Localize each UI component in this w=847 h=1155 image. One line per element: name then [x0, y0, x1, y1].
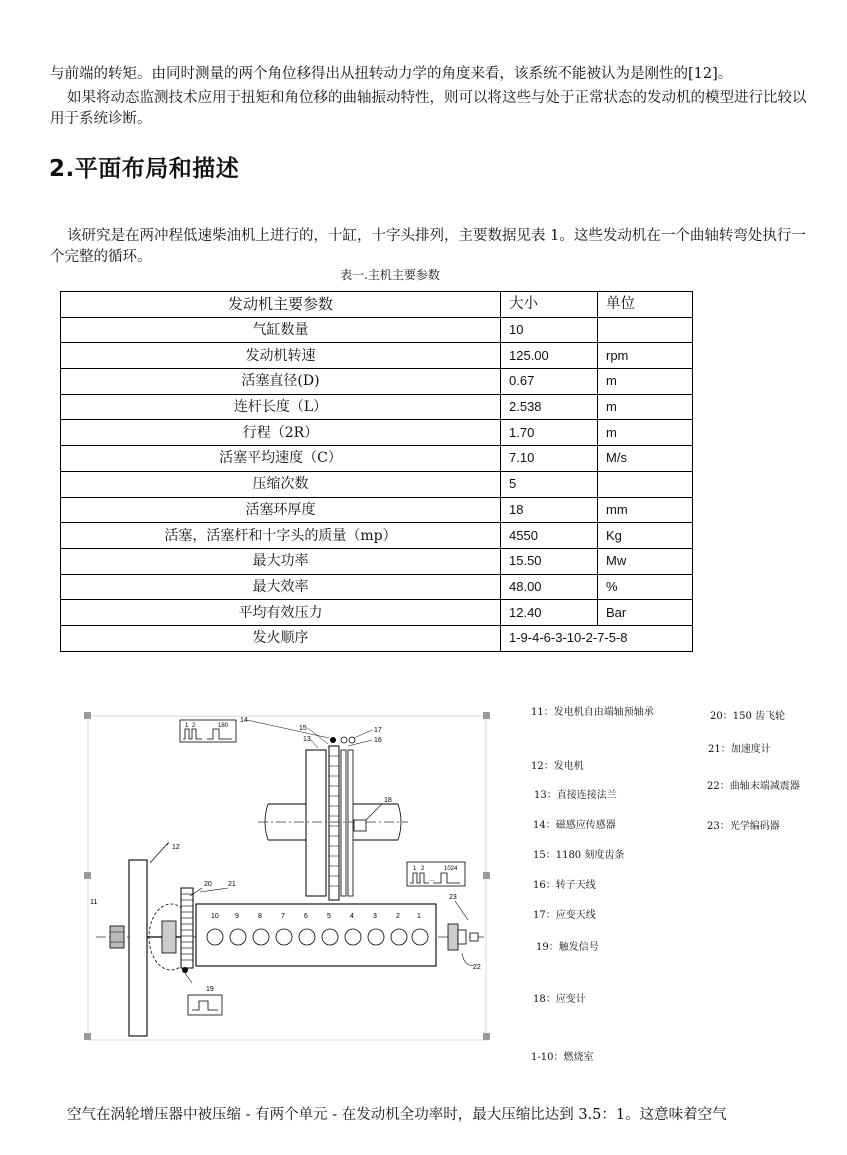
legend-item-18: 18：应变计	[533, 994, 586, 1005]
table-caption: 表一.主机主要参数	[340, 268, 440, 282]
table-row	[61, 446, 693, 472]
param-value: 1.70	[501, 420, 598, 446]
pulse-a1: 1	[185, 723, 189, 729]
label-22: 22	[473, 964, 481, 971]
param-value: 4550	[501, 523, 598, 549]
table-header-row	[61, 292, 693, 318]
flange-13	[306, 746, 353, 900]
pulse-b2: 2	[421, 866, 425, 872]
label-20: 20	[204, 881, 212, 888]
param-value: 15.50	[501, 548, 598, 574]
legend-item-22: 22：曲轴末端减震器	[707, 781, 800, 792]
paragraph-engine-study: 该研究是在两冲程低速柴油机上进行的，十缸，十字头排列，主要数据见表 1。这些发动机在一个曲轴转弯处执行一个完整的循环。	[50, 228, 806, 265]
param-name: 行程（2R）	[61, 420, 501, 446]
label-23: 23	[449, 894, 457, 901]
param-name: 活塞环厚度	[61, 497, 501, 523]
label-cyl-5: 5	[327, 913, 331, 920]
strain-gauge-18	[354, 820, 366, 831]
paragraph-continuation: 与前端的转矩。由同时测量的两个角位移得出从扭转动力学的角度来看，该系统不能被认为是刚性的[12]。	[50, 66, 733, 82]
param-unit	[598, 471, 693, 497]
table-row	[61, 317, 693, 343]
param-unit: m	[598, 394, 693, 420]
legend-item-1-10: 1-10：燃烧室	[531, 1052, 594, 1063]
param-name: 活塞平均速度（C）	[61, 446, 501, 472]
param-name: 活塞直径(D)	[61, 369, 501, 395]
legend-item-16: 16：转子天线	[533, 880, 596, 891]
param-name: 最大功率	[61, 548, 501, 574]
table-row	[61, 497, 693, 523]
label-cyl-10: 10	[211, 913, 219, 920]
table-row	[61, 548, 693, 574]
pulse-b3: 1024	[444, 866, 458, 872]
generator-disc	[129, 860, 147, 1036]
param-name: 发火顺序	[61, 625, 501, 651]
param-value: 48.00	[501, 574, 598, 600]
section-heading: 2.平面布局和描述	[49, 156, 240, 182]
param-name: 压缩次数	[61, 471, 501, 497]
table-row	[61, 394, 693, 420]
param-value: 125.00	[501, 343, 598, 369]
param-unit: Bar	[598, 600, 693, 626]
header-parameter: 发动机主要参数	[61, 292, 501, 318]
label-cyl-8: 8	[258, 913, 262, 920]
label-19: 19	[206, 986, 214, 993]
param-name: 气缸数量	[61, 317, 501, 343]
label-21: 21	[228, 881, 236, 888]
engine-layout-diagram	[82, 708, 512, 1046]
param-unit: Kg	[598, 523, 693, 549]
param-value: 18	[501, 497, 598, 523]
damper-22	[448, 924, 458, 950]
param-unit	[598, 317, 693, 343]
param-name: 活塞，活塞杆和十字头的质量（mp）	[61, 523, 501, 549]
legend-item-19: 19：触发信号	[536, 942, 599, 953]
label-12: 12	[172, 844, 180, 851]
label-cyl-9: 9	[235, 913, 239, 920]
engine-parameters-table	[60, 291, 693, 652]
label-13: 13	[303, 736, 311, 743]
table-row	[61, 625, 693, 651]
legend-item-23: 23：光学编码器	[707, 821, 780, 832]
param-unit: rpm	[598, 343, 693, 369]
table-row	[61, 523, 693, 549]
label-cyl-2: 2	[396, 913, 400, 920]
table-row	[61, 369, 693, 395]
legend-item-17: 17：应变天线	[533, 910, 596, 921]
label-14: 14	[240, 717, 248, 724]
paragraph-dynamic-monitoring: 如果将动态监测技术应用于扭矩和角位移的曲轴振动特性，则可以将这些与处于正常状态的发动机的模型进行比较以用于系统诊断。	[50, 90, 807, 127]
label-cyl-7: 7	[281, 913, 285, 920]
trigger-signal-box	[188, 995, 222, 1015]
legend-item-20: 20：150 齿飞轮	[710, 711, 785, 722]
param-name: 平均有效压力	[61, 600, 501, 626]
legend-item-14: 14：磁感应传感器	[533, 820, 616, 831]
legend-item-15: 15：1180 刻度齿条	[533, 850, 625, 861]
encoder-23	[470, 933, 478, 941]
param-name: 连杆长度（L）	[61, 394, 501, 420]
label-cyl-6: 6	[304, 913, 308, 920]
param-name: 最大效率	[61, 574, 501, 600]
legend-item-13: 13：直接连接法兰	[534, 790, 617, 801]
param-value: 7.10	[501, 446, 598, 472]
param-unit: Mw	[598, 548, 693, 574]
param-value: 10	[501, 317, 598, 343]
legend-item-21: 21：加速度计	[708, 744, 771, 755]
table-row	[61, 343, 693, 369]
svg-text:…: …	[429, 877, 435, 883]
pulse-b1: 1	[413, 866, 417, 872]
param-name: 发动机转速	[61, 343, 501, 369]
param-unit: M/s	[598, 446, 693, 472]
table-row	[61, 574, 693, 600]
label-16: 16	[374, 737, 382, 744]
legend-item-12: 12：发电机	[531, 761, 584, 772]
header-value: 大小	[501, 292, 598, 318]
legend-item-11: 11：发电机自由端轴预轴承	[531, 707, 654, 718]
label-17: 17	[374, 727, 382, 734]
table-row	[61, 471, 693, 497]
label-cyl-4: 4	[350, 913, 354, 920]
table-row	[61, 600, 693, 626]
bearing-11	[110, 926, 124, 948]
param-unit: mm	[598, 497, 693, 523]
label-11: 11	[90, 899, 98, 906]
label-cyl-1: 1	[417, 913, 421, 920]
param-unit: m	[598, 420, 693, 446]
param-unit: m	[598, 369, 693, 395]
param-value: 2.538	[501, 394, 598, 420]
param-value: 1-9-4-6-3-10-2-7-5-8	[501, 625, 693, 651]
header-unit: 单位	[598, 292, 693, 318]
pulse-a2: 2	[192, 723, 196, 729]
pulse-a3: 180	[218, 723, 229, 729]
param-unit: %	[598, 574, 693, 600]
label-cyl-3: 3	[373, 913, 377, 920]
param-value: 12.40	[501, 600, 598, 626]
param-value: 5	[501, 471, 598, 497]
table-row	[61, 420, 693, 446]
label-15: 15	[299, 725, 307, 732]
paragraph-turbocharger: 空气在涡轮增压器中被压缩 - 有两个单元 - 在发动机全功率时，最大压缩比达到 3.5：1。这意味着空气	[67, 1107, 727, 1123]
label-18: 18	[384, 797, 392, 804]
param-value: 0.67	[501, 369, 598, 395]
